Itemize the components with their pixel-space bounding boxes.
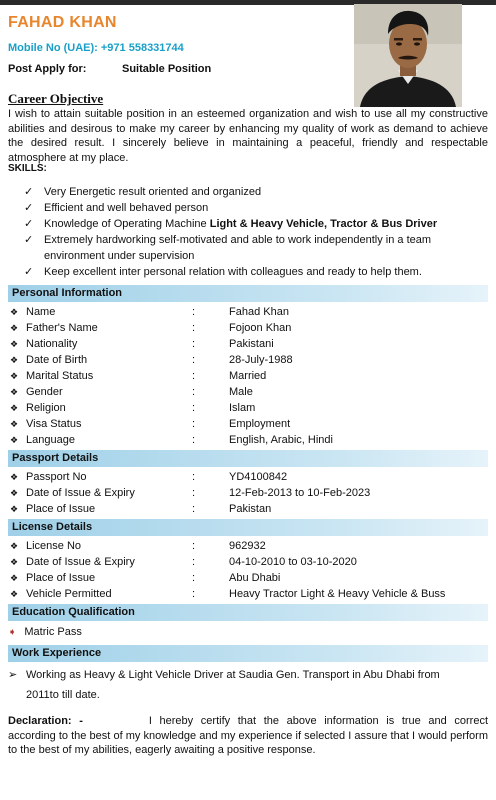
diamond-bullet-icon: ❖ xyxy=(10,472,19,482)
post-apply xyxy=(8,63,212,75)
skill-item: ✓ Keep excellent inter personal relation with colleagues and ready to help them. xyxy=(24,266,422,278)
mobile-number: Mobile No (UAE): +971 558331744 xyxy=(8,42,184,54)
skill-item: ✓ Very Energetic result oriented and organized xyxy=(24,186,262,198)
post-apply-label: Post Apply for: xyxy=(8,63,87,75)
diamond-bullet-icon: ❖ xyxy=(10,323,19,333)
post-apply-value: Suitable Position xyxy=(122,63,212,75)
personal-row: ❖ Visa Status : Employment xyxy=(10,418,291,430)
license-details-header: License Details xyxy=(8,519,488,536)
declaration-text: I hereby certify that the above information is true and correct according to the best of my knowledge and my experience if selected I assure that I would perform to the best of my abilities, eagerly awaiting a positive response. xyxy=(8,715,488,756)
skill-item: ✓ Efficient and well behaved person xyxy=(24,202,209,214)
personal-row: ❖ Religion : Islam xyxy=(10,402,256,414)
personal-row: ❖ Name : Fahad Khan xyxy=(10,306,289,318)
check-icon: ✓ xyxy=(24,202,34,214)
diamond-bullet-icon: ❖ xyxy=(10,355,19,365)
diamond-bullet-icon: ❖ xyxy=(10,419,19,429)
passport-details-header: Passport Details xyxy=(8,450,488,467)
diamond-bullet-icon: ❖ xyxy=(10,371,19,381)
diamond-bullet-icon: ❖ xyxy=(10,387,19,397)
skills-list xyxy=(24,184,490,280)
personal-row: ❖ Father's Name : Fojoon Khan xyxy=(10,322,292,334)
personal-row: ❖ Language : English, Arabic, Hindi xyxy=(10,434,333,446)
diamond-bullet-icon: ❖ xyxy=(10,339,19,349)
diamond-bullet-icon: ❖ xyxy=(10,504,19,514)
arrow-right-icon: ➢ xyxy=(8,669,18,681)
passport-row: ❖ Date of Issue & Expiry : 12-Feb-2013 to 10-Feb-2023 xyxy=(10,487,371,499)
diamond-bullet-icon: ❖ xyxy=(10,435,19,445)
work-experience-item: ➢ Working as Heavy & Light Vehicle Driver at Saudia Gen. Transport in Abu Dhabi from 2011to till date. xyxy=(8,665,488,705)
check-icon: ✓ xyxy=(24,186,34,198)
career-objective-text: I wish to attain suitable position in an esteemed organization and wish to use all my constructive abilities and desirous to make my career by enhancing my quality of work as demand to achieve the desired result. I sincerely believe in maintaining a peaceful, friendly and respectable atmosphere at my place. xyxy=(8,108,488,164)
work-experience-header: Work Experience xyxy=(8,645,488,662)
personal-info-header: Personal Information xyxy=(8,285,488,302)
skill-item: ✓ Knowledge of Operating Machine Light & Heavy Vehicle, Tractor & Bus Driver xyxy=(24,218,438,230)
license-row: ❖ License No : 962932 xyxy=(10,540,266,552)
personal-row: ❖ Marital Status : Married xyxy=(10,370,267,382)
declaration-label: Declaration: - xyxy=(8,715,83,727)
check-icon: ✓ xyxy=(24,234,34,246)
profile-photo xyxy=(354,4,462,107)
check-icon: ✓ xyxy=(24,266,34,278)
diamond-bullet-icon: ❖ xyxy=(10,573,19,583)
education-header: Education Qualification xyxy=(8,604,488,621)
license-row: ❖ Date of Issue & Expiry : 04-10-2010 to 03-10-2020 xyxy=(10,556,357,568)
skills-title: SKILLS: xyxy=(8,163,47,174)
personal-row: ❖ Nationality : Pakistani xyxy=(10,338,274,350)
license-row: ❖ Vehicle Permitted : Heavy Tractor Light & Heavy Vehicle & Buss xyxy=(10,588,446,600)
diamond-bullet-icon: ❖ xyxy=(10,557,19,567)
candidate-name: FAHAD KHAN xyxy=(8,14,117,31)
diamond-bullet-icon: ❖ xyxy=(10,589,19,599)
diamond-bullet-icon: ❖ xyxy=(10,307,19,317)
career-objective-title: Career Objective xyxy=(8,91,104,106)
skill-item: ✓ Extremely hardworking self-motivated and able to work independently in a team environment under supervision xyxy=(24,234,432,262)
personal-row: ❖ Gender : Male xyxy=(10,386,253,398)
declaration xyxy=(8,714,488,758)
diamond-bullet-icon: ❖ xyxy=(10,541,19,551)
diamond-bullet-icon: ❖ xyxy=(10,403,19,413)
personal-row: ❖ Date of Birth : 28-July-1988 xyxy=(10,354,293,366)
arrowhead-bullet-icon: ➧ xyxy=(8,627,17,638)
diamond-bullet-icon: ❖ xyxy=(10,488,19,498)
education-item: ➧ Matric Pass xyxy=(8,626,82,638)
check-icon: ✓ xyxy=(24,218,34,230)
passport-row: ❖ Passport No : YD4100842 xyxy=(10,471,288,483)
profile-photo-image xyxy=(354,4,462,107)
license-row: ❖ Place of Issue : Abu Dhabi xyxy=(10,572,281,584)
passport-row: ❖ Place of Issue : Pakistan xyxy=(10,503,272,515)
